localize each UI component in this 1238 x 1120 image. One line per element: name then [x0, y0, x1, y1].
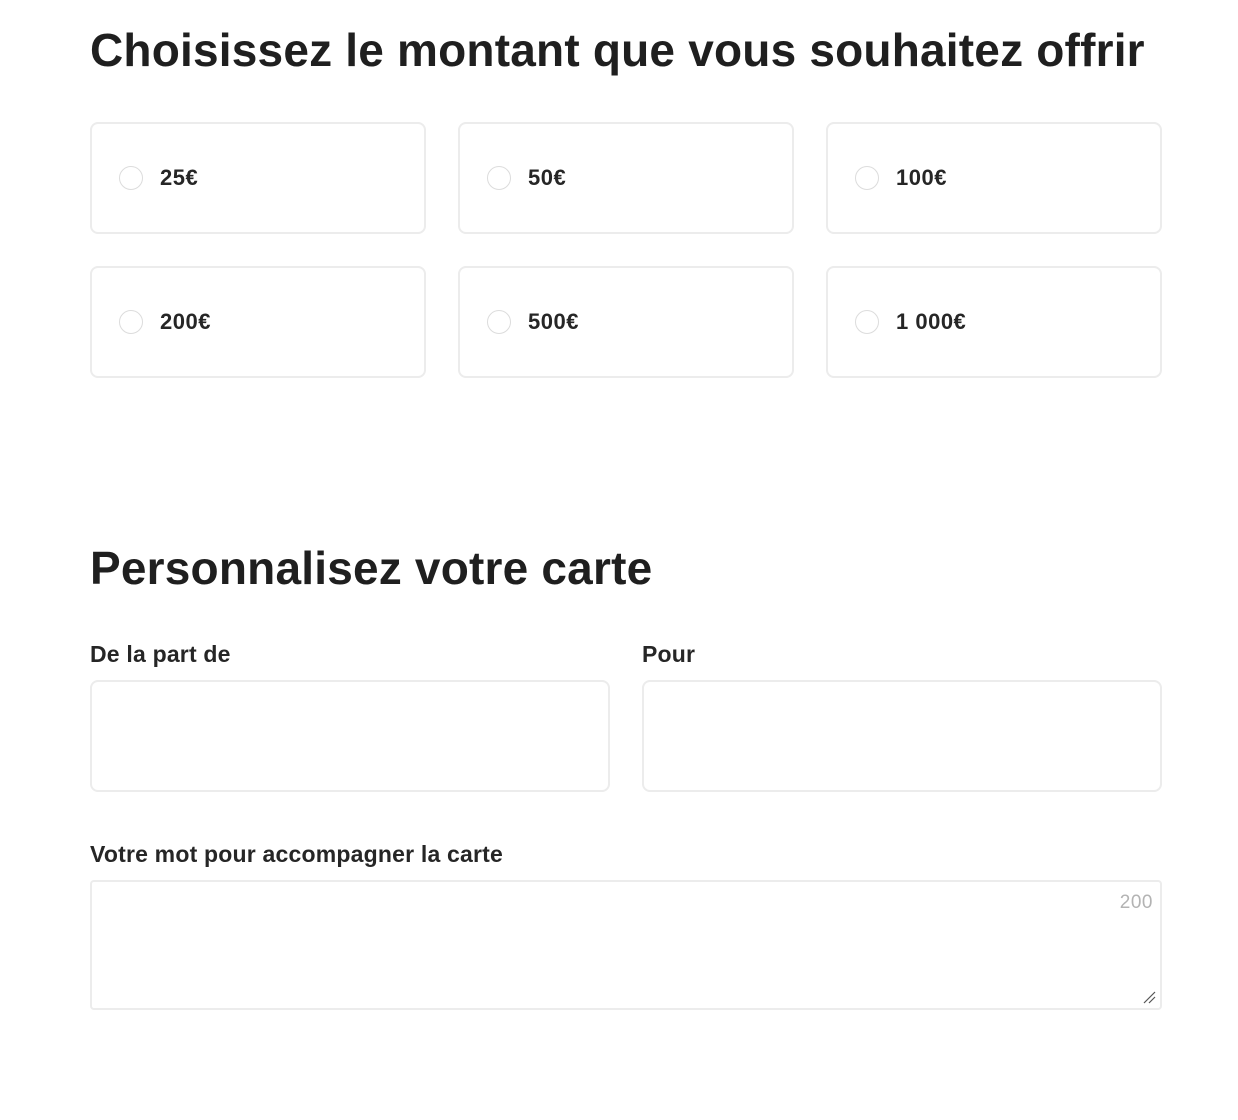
amount-option-100[interactable] — [826, 122, 1162, 234]
radio-button[interactable] — [855, 166, 879, 190]
radio-button[interactable] — [119, 166, 143, 190]
character-counter: 200 — [1119, 892, 1153, 913]
radio-button[interactable] — [119, 310, 143, 334]
amount-option-label: 25€ — [160, 165, 199, 190]
personalize-section-title: Personnalisez votre carte — [90, 542, 653, 594]
to-input[interactable] — [642, 680, 1162, 792]
radio-button[interactable] — [855, 310, 879, 334]
amount-option-50[interactable] — [458, 122, 794, 234]
amount-section-title: Choisissez le montant que vous souhaitez offrir — [90, 24, 1145, 76]
amount-option-label: 200€ — [160, 309, 211, 334]
message-field — [90, 880, 1162, 1010]
from-label: De la part de — [90, 641, 231, 667]
from-input[interactable] — [90, 680, 610, 792]
to-label: Pour — [642, 641, 696, 667]
amount-option-1000[interactable] — [826, 266, 1162, 378]
message-textarea[interactable] — [92, 882, 1160, 1008]
amount-option-label: 1 000€ — [896, 309, 967, 334]
amount-option-label: 100€ — [896, 165, 947, 190]
radio-button[interactable] — [487, 166, 511, 190]
resize-handle-icon[interactable] — [1142, 990, 1156, 1004]
amount-option-label: 500€ — [528, 309, 579, 334]
radio-button[interactable] — [487, 310, 511, 334]
amount-option-200[interactable] — [90, 266, 426, 378]
amount-option-label: 50€ — [528, 165, 567, 190]
amount-option-500[interactable] — [458, 266, 794, 378]
amount-options — [90, 122, 1162, 378]
amount-option-25[interactable] — [90, 122, 426, 234]
message-label: Votre mot pour accompagner la carte — [90, 841, 504, 867]
